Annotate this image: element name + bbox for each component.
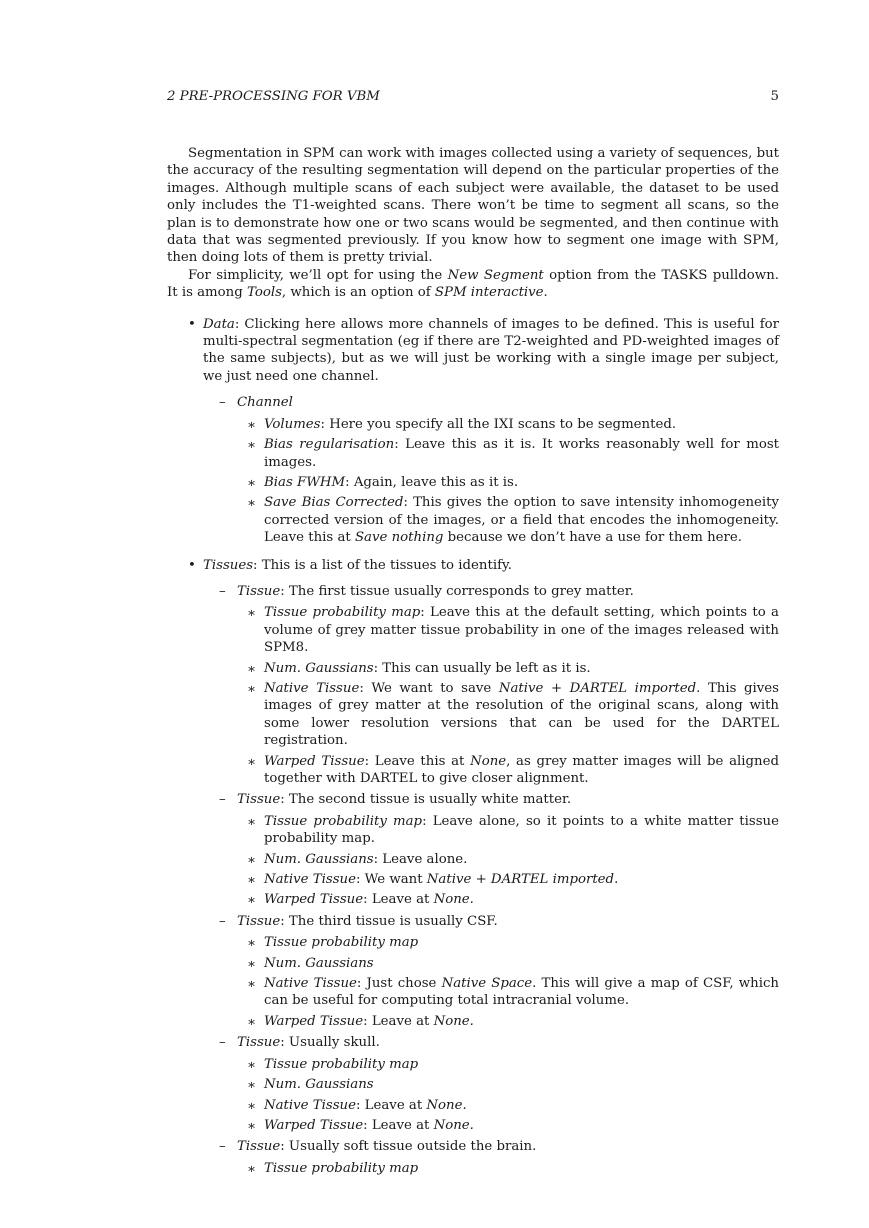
sublist-tissues — [203, 583, 779, 1177]
star-marker: ∗ — [247, 606, 257, 622]
star-marker: ∗ — [247, 496, 257, 512]
star-marker: ∗ — [247, 977, 257, 993]
list-item-save-bias-corrected: ∗ Save Bias Corrected: This gives the option to save intensity inhomogeneity corrected version of the images, or a field that encodes the inhomogeneity. Leave this at Save nothing because we don’t have a use for them here. — [247, 495, 779, 546]
dash-marker: – — [219, 1139, 226, 1155]
list-item-volumes: ∗ Volumes: Here you specify all the IXI scans to be segmented. — [247, 416, 677, 433]
dash-marker: – — [219, 395, 226, 411]
star-marker: ∗ — [247, 681, 257, 697]
list-item-tissue-2: – Tissue: The second tissue is usually white matter. ∗ Tissue probability map: Leave alone, so it points to a white matter tissue probability map. ∗ Num. Gaussians: Leave alone. ∗ Native Tissue: We want Native + DARTEL imported. ∗ Warped Tissue: Leave at None. — [167, 791, 779, 908]
star-marker: ∗ — [247, 1078, 257, 1094]
dash-marker: – — [219, 583, 226, 599]
list-item-bias-fwhm: ∗ Bias FWHM: Again, leave this as it is. — [247, 474, 519, 491]
star-marker: ∗ — [247, 1118, 257, 1134]
sublist-tissue-5 — [237, 1160, 779, 1177]
list-item-tpm: ∗ Tissue probability map — [247, 1160, 419, 1177]
sublist-tissue-3 — [237, 934, 779, 1030]
bullet-marker: • — [188, 557, 196, 573]
list-item-warped-tissue: ∗ Warped Tissue: Leave this at None, as grey matter images will be aligned together with DARTEL to give closer alignment. — [247, 753, 779, 786]
sublist-channel — [237, 416, 779, 547]
star-marker: ∗ — [247, 1057, 257, 1073]
option-list — [167, 316, 779, 1177]
list-item-tissue-3: – Tissue: The third tissue is usually CSF. ∗ Tissue probability map ∗ Num. Gaussians ∗ Native Tissue: Just chose Native Space. This will give a map of CSF, which can be useful for computing total intracranial volume. ∗ Warped Tissue: Leave at None. — [167, 913, 779, 1030]
list-item-tissue-4: – Tissue: Usually skull. ∗ Tissue probability map ∗ Num. Gaussians ∗ Native Tissue: Leave at None. ∗ Warped Tissue: Leave at None. — [167, 1034, 779, 1134]
page-number: 5 — [770, 89, 779, 104]
list-item-native-tissue: ∗ Native Tissue: Leave at None. — [247, 1097, 467, 1114]
list-item-warped-tissue: ∗ Warped Tissue: Leave at None. — [247, 892, 474, 909]
list-item-num-gaussians: ∗ Num. Gaussians — [247, 1077, 374, 1094]
dash-marker: – — [219, 792, 226, 808]
star-marker: ∗ — [247, 1098, 257, 1114]
sublist-tissue-4 — [237, 1056, 779, 1135]
list-item-warped-tissue: ∗ Warped Tissue: Leave at None. — [247, 1117, 474, 1134]
sublist-tissue-2 — [237, 813, 779, 909]
list-item-num-gaussians: ∗ Num. Gaussians: This can usually be left as it is. — [247, 660, 591, 677]
list-item-tpm: ∗ Tissue probability map: Leave alone, so it points to a white matter tissue probability map. — [247, 813, 779, 847]
list-item-bias-regularisation: ∗ Bias regularisation: Leave this as it is. It works reasonably well for most images. — [247, 437, 780, 470]
star-marker: ∗ — [247, 873, 257, 889]
list-item-native-tissue: ∗ Native Tissue: We want to save Native + DARTEL imported. This gives images of grey matter at the resolution of the original scans, along with some lower resolution versions that can be used for the DARTEL registration. — [247, 680, 779, 749]
star-marker: ∗ — [247, 956, 257, 972]
list-item-tpm: ∗ Tissue probability map — [247, 935, 419, 952]
list-item-warped-tissue: ∗ Warped Tissue: Leave at None. — [247, 1013, 474, 1030]
list-item-tissue-5: – Tissue: Usually soft tissue outside the brain. ∗ Tissue probability map — [167, 1138, 779, 1177]
list-item-num-gaussians: ∗ Num. Gaussians — [247, 955, 374, 972]
term-tissues: Tissues — [203, 557, 254, 573]
list-item-tpm: ∗ Tissue probability map — [247, 1056, 419, 1073]
list-item-channel: – Channel ∗ Volumes: Here you specify all the IXI scans to be segmented. ∗ Bias regularisation: Leave this as it is. It works reasonably well for most images. ∗ Bias FWHM: Again, leave this as it is. ∗ Save Bias Corrected: This gives the option to save intensity inhomogeneity corrected version of the images, or a field that encodes the inhomogeneity. Leave this at Save nothing because we don’t have a use for them here. — [167, 394, 779, 546]
star-marker: ∗ — [247, 1014, 257, 1030]
list-item-tissue-1: – Tissue: The first tissue usually corresponds to grey matter. ∗ Tissue probability map: Leave this at the default setting, which points to a volume of grey matter tissue probability in one of the images released with SPM8. ∗ Num. Gaussians: This can usually be left as it is. ∗ Native Tissue: We want to save Native + DARTEL imported. This gives images of grey matter at the resolution of the original scans, along with some lower resolution versions that can be used for the DARTEL registration. ∗ Warped Tissue: Leave this at None, as grey matter images will be aligned together with DARTEL to give closer alignment. — [167, 583, 779, 787]
list-item-native-tissue: ∗ Native Tissue: We want Native + DARTEL imported. — [247, 872, 619, 889]
star-marker: ∗ — [247, 814, 257, 830]
list-item-num-gaussians: ∗ Num. Gaussians: Leave alone. — [247, 851, 468, 868]
running-header — [167, 88, 779, 105]
dash-marker: – — [219, 1035, 226, 1051]
page-body — [167, 145, 779, 1187]
star-marker: ∗ — [247, 417, 257, 433]
star-marker: ∗ — [247, 852, 257, 868]
list-item-data: • Data: Clicking here allows more channels of images to be defined. This is useful for multi-spectral segmentation (eg if there are T2-weighted and PD-weighted images of the same subjects), but as we will just be working with a single image per subject, we just need one channel. – Channel ∗ Volumes: Here you specify all the IXI scans to be segmented. ∗ Bias regularisation: Leave this as it is. It works reasonably well for most images. ∗ Bias FWHM: Again, leave this as it is. ∗ Save Bias Corrected: This gives the option to save intensity inhomogeneity corrected version of the images, or a field that encodes the inhomogeneity. Leave this at Save nothing because we don’t have a use for them here. — [167, 316, 779, 547]
star-marker: ∗ — [247, 475, 257, 491]
star-marker: ∗ — [247, 661, 257, 677]
paragraph-simplicity: For simplicity, we’ll opt for using the New Segment option from the TASKS pulldown. It is among Tools, which is an option of SPM interactive. — [167, 267, 779, 301]
term-data: Data — [203, 316, 235, 332]
dash-marker: – — [219, 913, 226, 929]
list-item-native-tissue: ∗ Native Tissue: Just chose Native Space. This will give a map of CSF, which can be useful for computing total intracranial volume. — [247, 976, 779, 1009]
sublist-tissue-1 — [237, 604, 779, 787]
star-marker: ∗ — [247, 754, 257, 770]
paragraph-segmentation: Segmentation in SPM can work with images collected using a variety of sequences, but the accuracy of the resulting segmentation will depend on the particular properties of the images. Although multiple scans of each subject were available, the dataset to be used only includes the T1-weighted scans. There won’t be time to segment all scans, so the plan is to demonstrate how one or two scans would be segmented, and then continue with data that was segmented previously. If you know how to segment one image with SPM, then doing lots of them is pretty trivial. — [167, 146, 780, 266]
section-title: 2 PRE-PROCESSING FOR VBM — [167, 89, 380, 104]
list-item-tpm: ∗ Tissue probability map: Leave this at the default setting, which points to a volume of grey matter tissue probability in one of the images released with SPM8. — [247, 605, 779, 656]
star-marker: ∗ — [247, 893, 257, 909]
star-marker: ∗ — [247, 936, 257, 952]
star-marker: ∗ — [247, 1161, 257, 1177]
sublist-data — [203, 394, 779, 546]
bullet-marker: • — [188, 316, 196, 332]
list-item-tissues: • Tissues: This is a list of the tissues to identify. – Tissue: The first tissue usually corresponds to grey matter. ∗ Tissue probability map: Leave this at the default setting, which points to a volume of grey matter tissue probability in one of the images released with SPM8. ∗ Num. Gaussians: This can usually be left as it is. ∗ Native Tissue: We want to save Native + DARTEL imported. This gives images of grey matter at the resolution of the original scans, along with some lower resolution versions that can be used for the DARTEL registration. ∗ Warped Tissue: Leave this at None, as grey matter images will be aligned together with DARTEL to give closer alignment. – Tissue: The second tissue is usually white matter. ∗ Tissue probability map: Leave alone, so it points to a white matter tissue probability map. ∗ Num. Gaussians: Leave alone. ∗ Native Tissue: We want Native + DARTEL imported. ∗ Warped Tissue: Leave at None. – Tissue: The third tissue is usually CSF. ∗ Tissue probability map ∗ Num. Gaussians ∗ Native Tissue: Just chose Native Space. This will give a map of CSF, which can be useful for computing total intracranial volume. ∗ Warped Tissue: Leave at None. – Tissue: Usually skull. ∗ Tissue probability map ∗ Num. Gaussians ∗ Native Tissue: Leave at None. ∗ Warped Tissue: Leave at None. – Tissue: Usually soft tissue outside the brain. ∗ Tissue probability map — [167, 557, 779, 1178]
star-marker: ∗ — [247, 438, 257, 454]
